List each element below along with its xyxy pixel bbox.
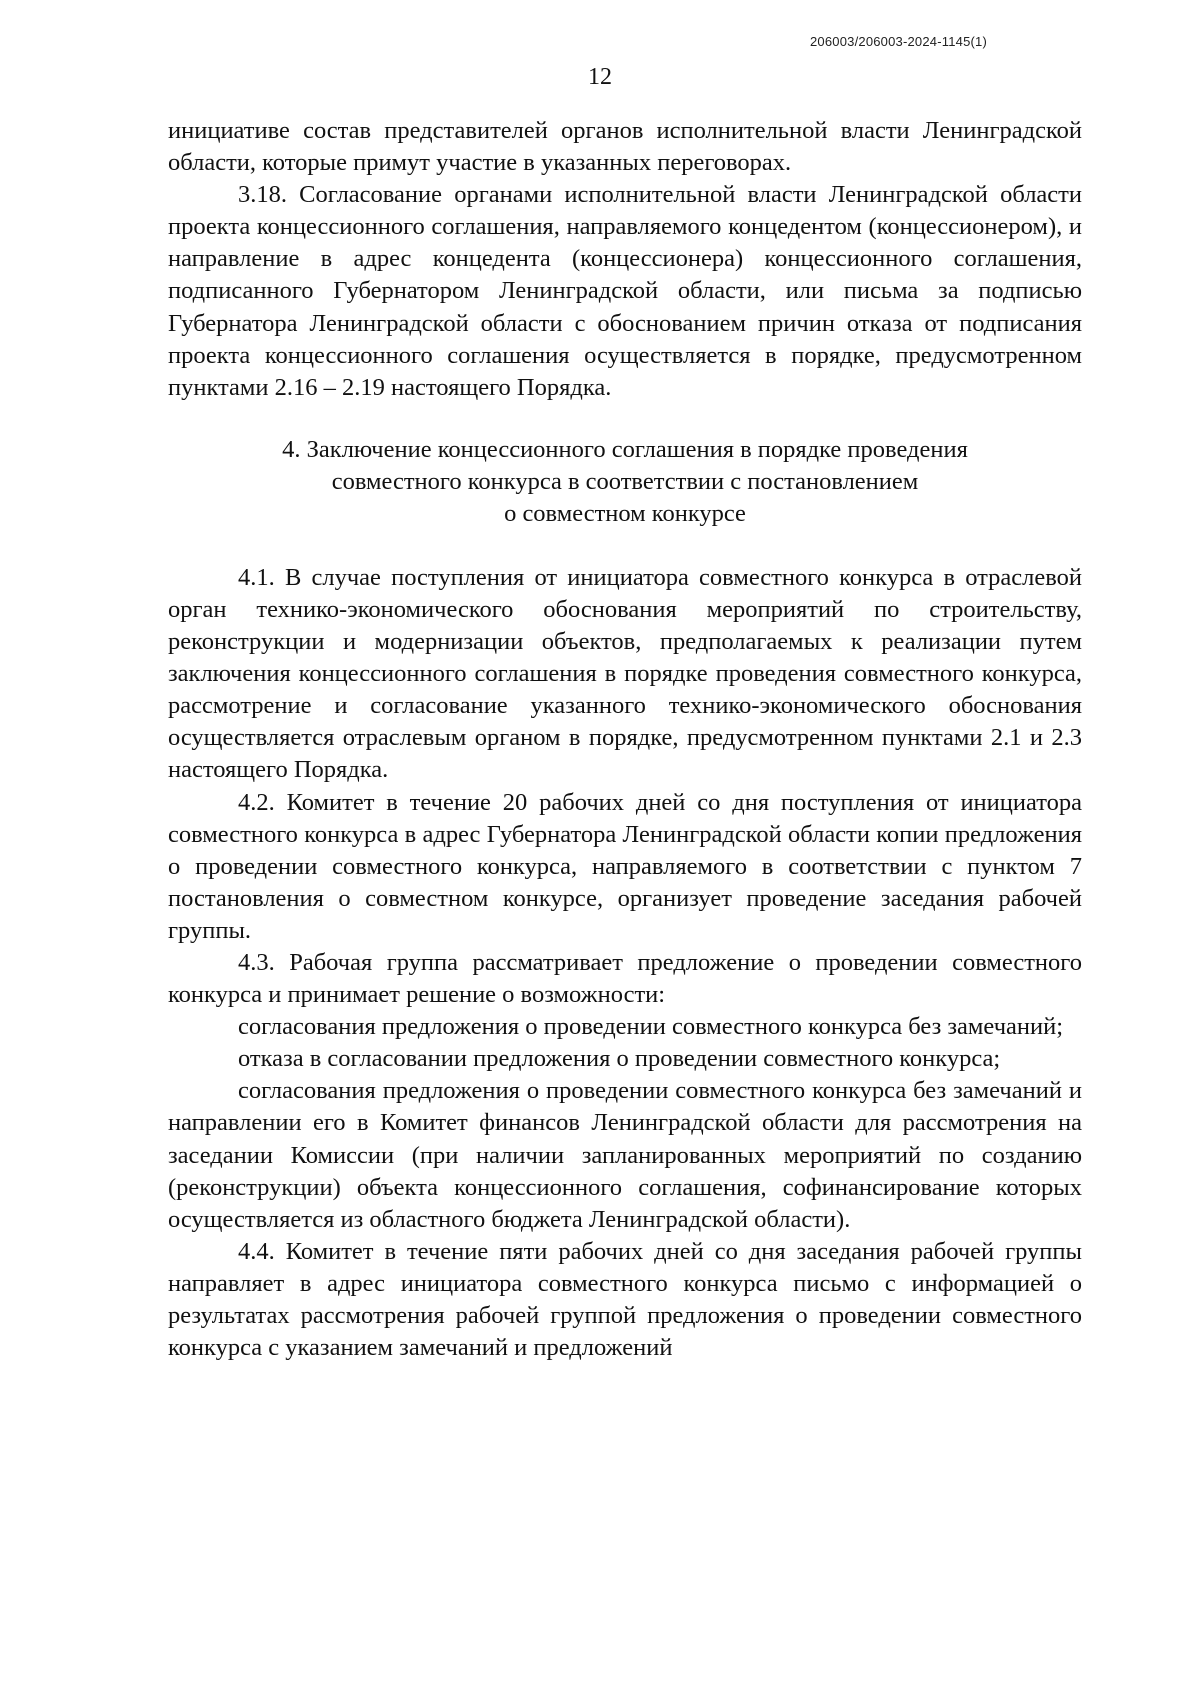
section-heading-4 xyxy=(168,434,1082,530)
list-item-option-1: согласования предложения о проведении совместного конкурса без замечаний; xyxy=(238,1013,1064,1041)
section-heading-line: о совместном конкурсе xyxy=(504,499,746,527)
paragraph-3-18: 3.18. Согласование органами исполнительной власти Ленинградской области проекта концессионного соглашения, направляемого концедентом (концессионером), и направление в адрес концедента (концессионера) концессионного соглашения, подписанного Губернатором Ленинградской области, или письма за подписью Губернатора Ленинградской области с обоснованием причин отказа от подписания проекта концессионного соглашения осуществляется в порядке, предусмотренном пунктами 2.16 – 2.19 настоящего Порядка. xyxy=(168,181,1082,401)
paragraph-4-3: 4.3. Рабочая группа рассматривает предложение о проведении совместного конкурса и принимает решение о возможности: xyxy=(168,948,1082,1009)
paragraph-4-1: 4.1. В случае поступления от инициатора совместного конкурса в отраслевой орган технико-экономического обоснования мероприятий по строительству, реконструкции и модернизации объектов, предполагаемых к реализации путем заключения концессионного соглашения в порядке проведения совместного конкурса, рассмотрение и согласование указанного технико-экономического обоснования осуществляется отраслевым органом в порядке, предусмотренном пунктами 2.1 и 2.3 настоящего Порядка. xyxy=(168,563,1082,784)
section-heading-line: 4. Заключение концессионного соглашения в порядке проведения xyxy=(282,435,968,463)
paragraph-4-2: 4.2. Комитет в течение 20 рабочих дней со дня поступления от инициатора совместного конкурса в адрес Губернатора Ленинградской области копии предложения о проведении совместного конкурса, направляемого в соответствии с пунктом 7 постановления о совместном конкурсе, организует проведение заседания рабочей группы. xyxy=(168,788,1082,944)
paragraph-continuation: инициативе состав представителей органов исполнительной власти Ленинградской области, которые примут участие в указанных переговорах. xyxy=(168,117,1082,177)
page-number: 12 xyxy=(588,64,612,90)
list-item-option-2: отказа в согласовании предложения о проведении совместного конкурса; xyxy=(238,1045,1001,1073)
list-item-option-3: согласования предложения о проведении совместного конкурса без замечаний и направлении его в Комитет финансов Ленинградской области для рассмотрения на заседании Комиссии (при наличии запланированных мероприятий по созданию (реконструкции) объекта концессионного соглашения, софинансирование которых осуществляется из областного бюджета Ленинградской области). xyxy=(168,1077,1082,1233)
document-id: 206003/206003-2024-1145(1) xyxy=(810,34,987,49)
section-heading-line: совместного конкурса в соответствии с постановлением xyxy=(331,467,919,495)
document-body xyxy=(168,115,1082,1364)
paragraph-4-4: 4.4. Комитет в течение пяти рабочих дней со дня заседания рабочей группы направляет в адрес инициатора совместного конкурса письмо с информацией о результатах рассмотрения рабочей группой предложения о проведении совместного конкурса с указанием замечаний и предложений xyxy=(168,1237,1082,1362)
